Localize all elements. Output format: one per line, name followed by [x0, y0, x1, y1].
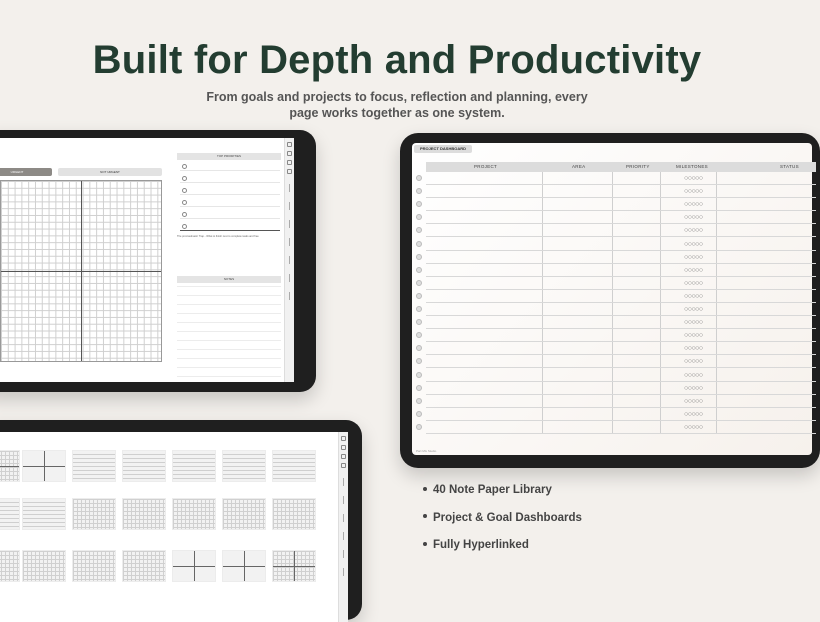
milestone-checkboxes[interactable]: ○○○○○	[684, 397, 703, 405]
row-link-icon[interactable]	[416, 227, 422, 233]
table-row[interactable]	[426, 251, 816, 264]
paper-thumbnail[interactable]	[122, 550, 166, 582]
feature-item: 40 Note Paper Library	[423, 481, 582, 509]
milestone-checkboxes[interactable]: ○○○○○	[684, 227, 703, 235]
table-row[interactable]	[426, 303, 816, 316]
table-row[interactable]	[426, 408, 816, 421]
bullet-icon	[423, 542, 427, 546]
notes-header: NOTES	[177, 276, 281, 283]
tab-not-urgent[interactable]: NOT URGENT	[58, 168, 162, 176]
paper-thumbnail[interactable]	[122, 498, 166, 530]
priority-item[interactable]	[180, 162, 280, 171]
row-link-icon[interactable]	[416, 345, 422, 351]
col-milestones: MILESTONES	[676, 164, 708, 169]
table-row[interactable]	[426, 198, 816, 211]
row-link-icon[interactable]	[416, 424, 422, 430]
milestone-checkboxes[interactable]: ○○○○○	[684, 371, 703, 379]
priority-item[interactable]	[180, 210, 280, 219]
row-link-icon[interactable]	[416, 358, 422, 364]
table-row[interactable]	[426, 382, 816, 395]
feature-item: Project & Goal Dashboards	[423, 509, 582, 537]
paper-thumbnail[interactable]	[222, 450, 266, 482]
project-dashboard-screen	[412, 143, 812, 455]
priority-item[interactable]	[180, 198, 280, 207]
paper-thumbnail[interactable]	[0, 498, 20, 530]
row-link-icon[interactable]	[416, 293, 422, 299]
feature-item: Fully Hyperlinked	[423, 536, 582, 564]
eisenhower-grid[interactable]	[0, 180, 162, 362]
milestone-checkboxes[interactable]: ○○○○○	[684, 319, 703, 327]
dashboard-title: PROJECT DASHBOARD	[414, 145, 472, 153]
paper-thumbnail[interactable]	[172, 550, 216, 582]
subheadline-line-2: page works together as one system.	[289, 106, 505, 120]
feature-list	[423, 481, 582, 564]
note-library-screen	[0, 432, 348, 622]
paper-thumbnail[interactable]	[22, 498, 66, 530]
bullet-icon	[423, 487, 427, 491]
row-link-icon[interactable]	[416, 319, 422, 325]
paper-thumbnail[interactable]	[272, 450, 316, 482]
paper-thumbnail[interactable]	[222, 498, 266, 530]
table-row[interactable]	[426, 224, 816, 237]
row-link-icon[interactable]	[416, 398, 422, 404]
row-link-icon[interactable]	[416, 372, 422, 378]
milestone-checkboxes[interactable]: ○○○○○	[684, 332, 703, 340]
milestone-checkboxes[interactable]: ○○○○○	[684, 292, 703, 300]
milestone-checkboxes[interactable]: ○○○○○	[684, 240, 703, 248]
priority-item[interactable]	[180, 174, 280, 183]
paper-thumbnail[interactable]	[22, 450, 66, 482]
paper-thumbnail[interactable]	[122, 450, 166, 482]
tab-urgent[interactable]: URGENT	[0, 168, 52, 176]
milestone-checkboxes[interactable]: ○○○○○	[684, 345, 703, 353]
table-row[interactable]	[426, 329, 816, 342]
paper-thumbnail[interactable]	[272, 498, 316, 530]
milestone-checkboxes[interactable]: ○○○○○	[684, 253, 703, 261]
paper-thumbnail[interactable]	[0, 550, 20, 582]
table-row[interactable]	[426, 185, 816, 198]
reflection-text: The procrastinator Trap - What to finish next to complete tasks and free	[177, 235, 259, 238]
side-nav-tabs[interactable]	[338, 432, 348, 622]
tablet-project-dashboard	[400, 133, 820, 468]
top-priorities-header: TOP PRIORITIES	[177, 153, 281, 160]
row-link-icon[interactable]	[416, 411, 422, 417]
table-row[interactable]	[426, 211, 816, 224]
milestone-checkboxes[interactable]: ○○○○○	[684, 384, 703, 392]
bullet-icon	[423, 514, 427, 518]
row-link-icon[interactable]	[416, 241, 422, 247]
table-row[interactable]	[426, 290, 816, 303]
milestone-checkboxes[interactable]: ○○○○○	[684, 266, 703, 274]
tablet-priority-matrix	[0, 130, 316, 392]
milestone-checkboxes[interactable]: ○○○○○	[684, 279, 703, 287]
tablet-note-library	[0, 420, 362, 620]
col-project: PROJECT	[474, 164, 498, 169]
paper-thumbnail[interactable]	[222, 550, 266, 582]
row-link-icon[interactable]	[416, 254, 422, 260]
milestone-checkboxes[interactable]: ○○○○○	[684, 214, 703, 222]
dashboard-footer: Part Mix Studio	[416, 449, 437, 453]
dashboard-table-header	[426, 162, 816, 172]
paper-thumbnail[interactable]	[172, 450, 216, 482]
row-link-icon[interactable]	[416, 332, 422, 338]
table-row[interactable]	[426, 172, 816, 185]
table-row[interactable]	[426, 395, 816, 408]
row-link-icon[interactable]	[416, 201, 422, 207]
milestone-checkboxes[interactable]: ○○○○○	[684, 175, 703, 182]
milestone-checkboxes[interactable]: ○○○○○	[684, 423, 703, 431]
subheadline-line-1: From goals and projects to focus, reflection and planning, every	[206, 90, 588, 104]
priority-matrix-screen	[0, 138, 294, 382]
priority-item[interactable]	[180, 186, 280, 195]
paper-thumbnail[interactable]	[72, 498, 116, 530]
table-row[interactable]	[426, 316, 816, 329]
paper-thumbnail[interactable]	[0, 450, 20, 482]
col-status: STATUS	[780, 164, 799, 169]
table-row[interactable]	[426, 277, 816, 290]
table-row[interactable]	[426, 421, 816, 434]
row-link-icon[interactable]	[416, 188, 422, 194]
milestone-checkboxes[interactable]: ○○○○○	[684, 201, 703, 209]
col-area: AREA	[572, 164, 586, 169]
paper-thumbnail[interactable]	[172, 498, 216, 530]
paper-thumbnail[interactable]	[272, 550, 316, 582]
notes-area[interactable]	[177, 286, 281, 378]
table-row[interactable]	[426, 369, 816, 382]
table-row[interactable]	[426, 355, 816, 368]
row-link-icon[interactable]	[416, 385, 422, 391]
milestone-checkboxes[interactable]: ○○○○○	[684, 188, 703, 196]
paper-thumbnail[interactable]	[22, 550, 66, 582]
paper-thumbnail[interactable]	[72, 550, 116, 582]
milestone-checkboxes[interactable]: ○○○○○	[684, 306, 703, 313]
row-link-icon[interactable]	[416, 175, 422, 181]
col-priority: PRIORITY	[626, 164, 650, 169]
row-link-icon[interactable]	[416, 280, 422, 286]
row-link-icon[interactable]	[416, 306, 422, 312]
row-link-icon[interactable]	[416, 267, 422, 273]
table-row[interactable]	[426, 342, 816, 355]
side-nav-tabs[interactable]	[284, 138, 294, 382]
paper-thumbnail[interactable]	[72, 450, 116, 482]
milestone-checkboxes[interactable]: ○○○○○	[684, 358, 703, 366]
priority-item[interactable]	[180, 222, 280, 231]
subheadline	[197, 89, 597, 121]
milestone-checkboxes[interactable]: ○○○○○	[684, 410, 703, 418]
headline: Built for Depth and Productivity	[92, 38, 702, 82]
table-row[interactable]	[426, 238, 816, 251]
table-row[interactable]	[426, 264, 816, 277]
row-link-icon[interactable]	[416, 214, 422, 220]
